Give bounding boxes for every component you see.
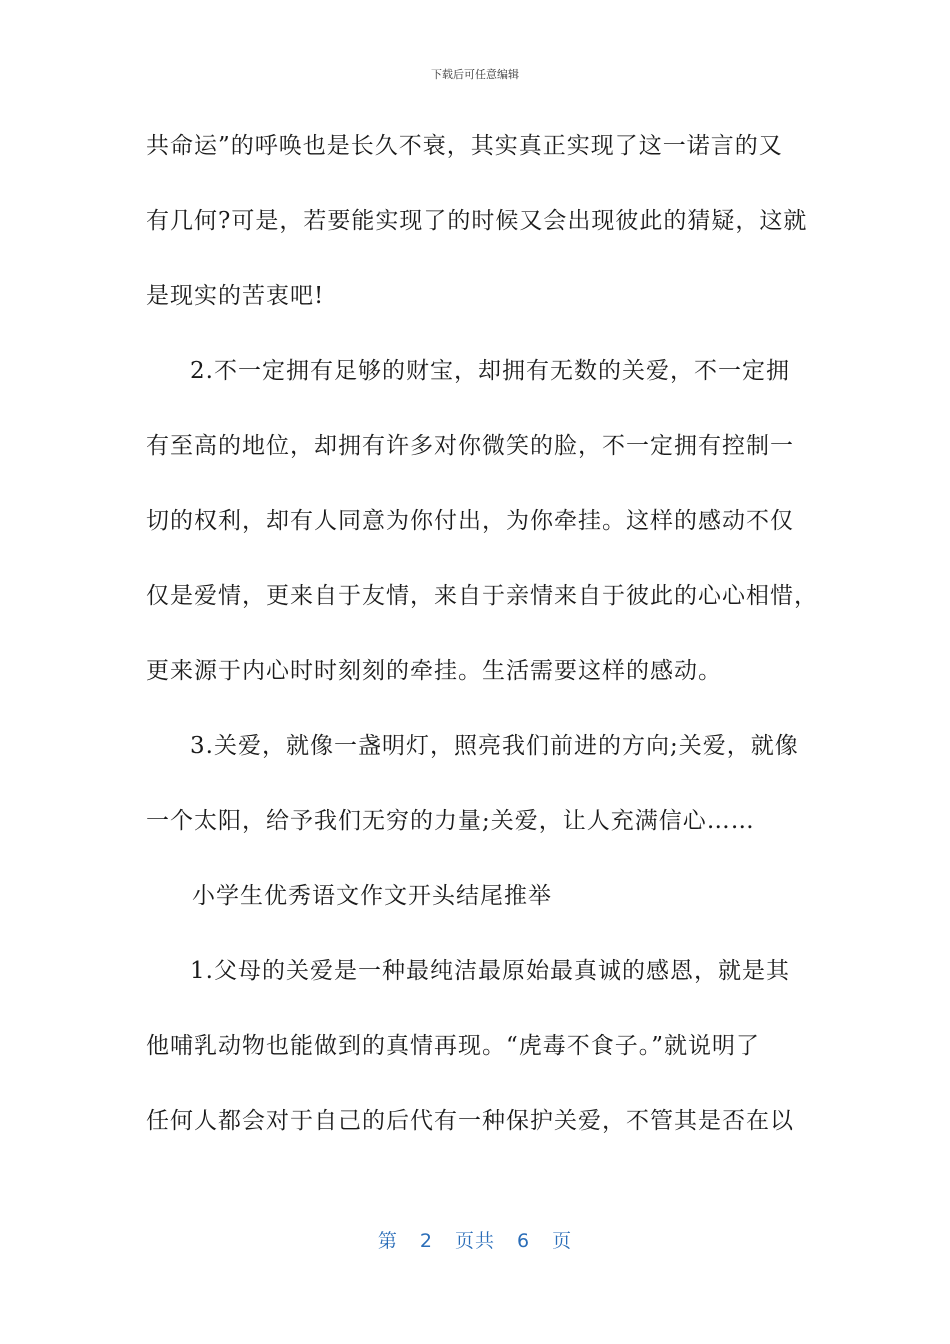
paragraph-start-line: 2.不一定拥有足够的财宝，却拥有无数的关爱，不一定拥 (190, 358, 790, 384)
page-header: 下载后可任意编辑 (431, 68, 519, 81)
text-line: 更来源于内心时时刻刻的牵挂。生活需要这样的感动。 (146, 658, 722, 684)
paragraph-start-line: 3.关爱，就像一盏明灯，照亮我们前进的方向;关爱，就像 (190, 733, 799, 759)
total-pages-number: 6 (517, 1230, 531, 1252)
text-line: 有几何?可是，若要能实现了的时候又会出现彼此的猜疑，这就 (146, 208, 808, 234)
text-line: 任何人都会对于自己的后代有一种保护关爱，不管其是否在以 (146, 1108, 794, 1134)
footer-suffix: 页 (552, 1230, 573, 1252)
text-line: 有至高的地位，却拥有许多对你微笑的脸，不一定拥有控制一 (146, 433, 794, 459)
section-heading: 小学生优秀语文作文开头结尾推举 (192, 883, 552, 909)
text-line: 是现实的苦衷吧! (146, 283, 325, 309)
page-footer (0, 1226, 950, 1253)
text-line: 切的权利，却有人同意为你付出，为你牵挂。这样的感动不仅 (146, 508, 794, 534)
text-line: 仅是爱情，更来自于友情，来自于亲情来自于彼此的心心相惜， (146, 583, 818, 609)
paragraph-start-line: 1.父母的关爱是一种最纯洁最原始最真诚的感恩，就是其 (190, 958, 790, 984)
footer-middle: 页共 (454, 1230, 495, 1252)
current-page-number: 2 (419, 1230, 433, 1252)
text-line: 共命运”的呼唤也是长久不衰，其实真正实现了这一诺言的又 (146, 133, 783, 159)
text-line: 他哺乳动物也能做到的真情再现。“虎毒不食子。”就说明了 (146, 1033, 761, 1059)
text-line: 一个太阳，给予我们无穷的力量;关爱，让人充满信心…… (146, 808, 755, 834)
footer-prefix: 第 (377, 1230, 398, 1252)
